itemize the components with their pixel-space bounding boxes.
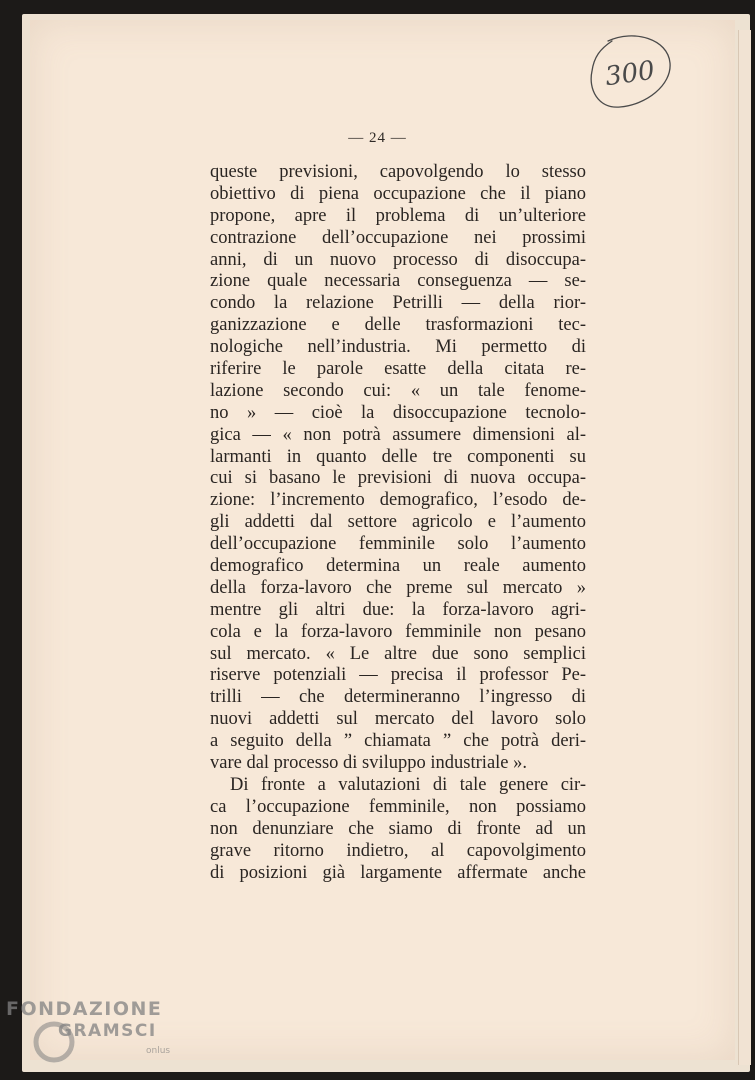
annotation-number: 300	[603, 55, 657, 93]
text-line: mentre gli altri due: la forza-lavoro agri-	[210, 599, 586, 620]
text-line: anni, di un nuovo processo di disoccupa-	[210, 249, 586, 270]
text-line: trilli — che determineranno l’ingresso di	[210, 687, 586, 708]
text-line: nologiche nell’industria. Mi permetto di	[210, 337, 586, 358]
text-line: di posizioni già largamente affermate anche	[210, 862, 586, 883]
watermark-line3: onlus	[146, 1046, 171, 1056]
text-line: dell’occupazione femminile solo l’aumento	[210, 534, 586, 555]
text-line: vare dal processo di sviluppo industriale ».	[210, 753, 528, 774]
pencil-annotation	[586, 27, 674, 113]
text-line: condo la relazione Petrilli — della rior-	[210, 293, 586, 314]
text-line: lazione secondo cui: « un tale fenome-	[210, 380, 586, 401]
text-line: ganizzazione e delle trasformazioni tec-	[210, 315, 586, 336]
text-line: gli addetti dal settore agricolo e l’aumento	[210, 512, 586, 533]
text-line: larmanti in quanto delle tre componenti su	[210, 446, 586, 467]
page-edge	[738, 30, 751, 1065]
fondazione-gramsci-watermark	[0, 996, 200, 1080]
text-line: zione: l’incremento demografico, l’esodo de-	[210, 490, 586, 511]
text-line: zione quale necessaria conseguenza — se-	[210, 271, 586, 292]
text-line: cui si basano le previsioni di nuova occupa-	[210, 468, 586, 489]
page-number: — 24 —	[348, 130, 407, 146]
text-line: propone, apre il problema di un’ulteriore	[210, 205, 586, 226]
text-line: demografico determina un reale aumento	[210, 556, 586, 577]
text-line: non denunziare che siamo di fronte ad un	[210, 818, 586, 839]
page-body-text	[210, 162, 586, 884]
text-line: cola e la forza-lavoro femminile non pesano	[210, 621, 586, 642]
text-line: obiettivo di piena occupazione che il piano	[210, 183, 586, 204]
text-line: grave ritorno indietro, al capovolgimento	[210, 840, 586, 861]
text-line: contrazione dell’occupazione nei prossimi	[210, 227, 586, 248]
text-line: a seguito della ” chiamata ” che potrà deri-	[210, 731, 586, 752]
text-line: nuovi addetti sul mercato del lavoro solo	[210, 709, 586, 730]
text-line: no » — cioè la disoccupazione tecnolo-	[210, 402, 586, 423]
text-line: Di fronte a valutazioni di tale genere cir-	[230, 774, 586, 795]
text-line: riserve potenziali — precisa il professor Pe-	[210, 665, 586, 686]
text-line: queste previsioni, capovolgendo lo stesso	[210, 162, 586, 182]
text-line: sul mercato. « Le altre due sono semplici	[210, 643, 586, 664]
watermark-line1: FONDAZIONE	[6, 998, 163, 1020]
text-line: gica — « non potrà assumere dimensioni al-	[210, 424, 586, 445]
text-line: riferire le parole esatte della citata re-	[210, 359, 586, 380]
watermark-line2: GRAMSCI	[58, 1021, 157, 1041]
text-line: ca l’occupazione femminile, non possiamo	[210, 796, 586, 817]
text-line: della forza-lavoro che preme sul mercato »	[210, 577, 586, 598]
